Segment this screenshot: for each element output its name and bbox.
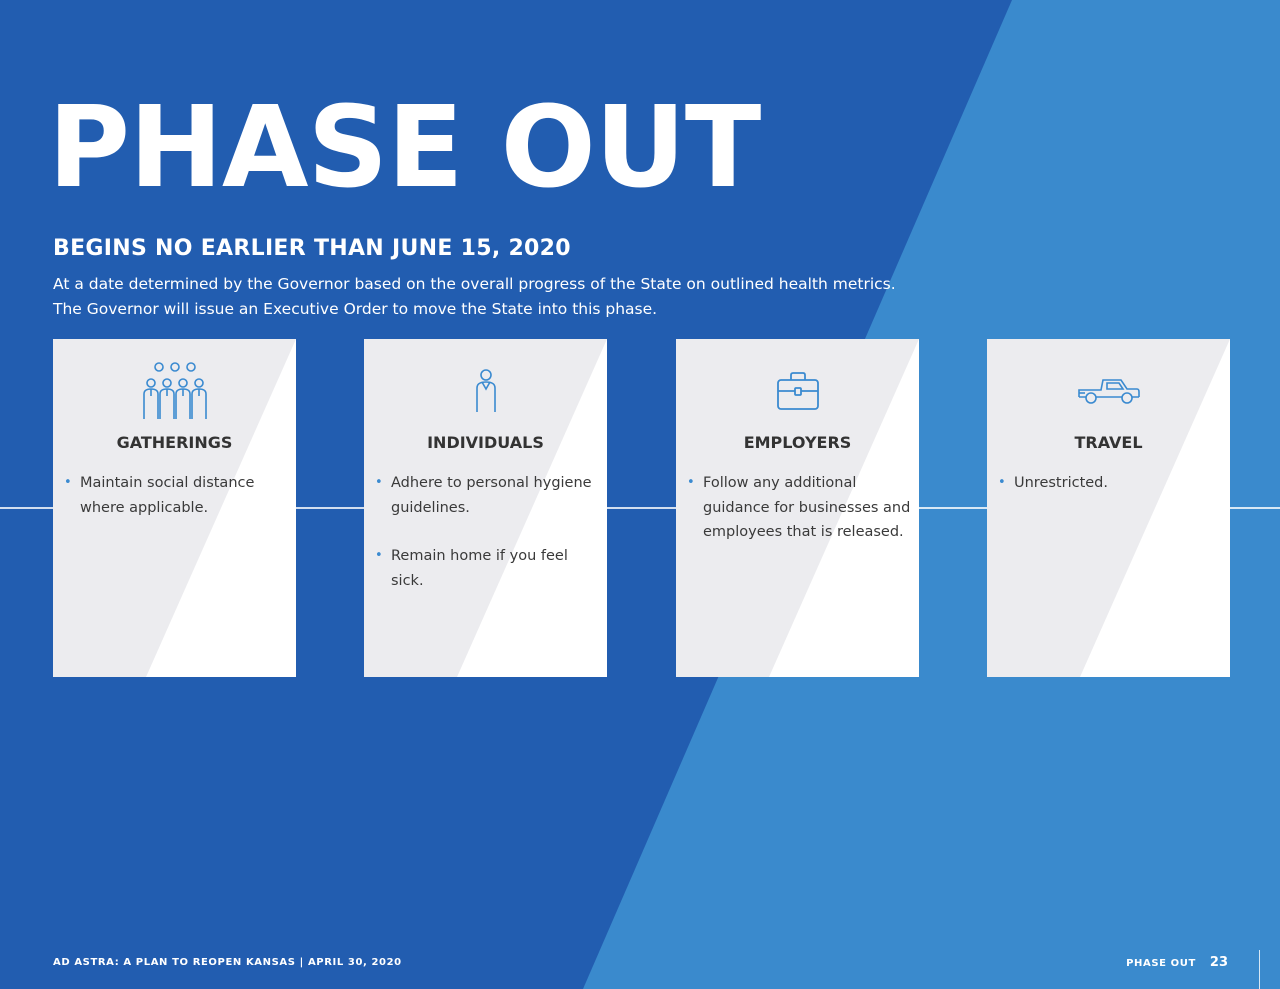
card-title: GATHERINGS: [116, 433, 233, 452]
phase-description: [53, 272, 896, 321]
phase-start-date: BEGINS NO EARLIER THAN JUNE 15, 2020: [53, 236, 571, 261]
list-item: • Adhere to personal hygiene guidelines.: [375, 475, 592, 516]
document-footer: AD ASTRA: A PLAN TO REOPEN KANSAS | APRIL 30, 2020: [53, 957, 402, 968]
person-icon: [364, 353, 607, 429]
card-travel: [987, 339, 1230, 677]
page-edge-divider: [1259, 950, 1260, 989]
section-label: PHASE OUT: [1126, 958, 1196, 969]
card-gatherings: [53, 339, 296, 677]
bullet-list: [686, 471, 911, 569]
page-number: 23: [1209, 955, 1228, 970]
card-title: INDIVIDUALS: [427, 433, 544, 452]
card-title: EMPLOYERS: [743, 433, 852, 452]
page-title: PHASE OUT: [48, 83, 761, 213]
card-individuals: [364, 339, 607, 677]
group-of-people-icon: [53, 353, 296, 429]
list-item: • Follow any additional guidance for businesses and employees that is released.: [687, 475, 911, 540]
description-line: At a date determined by the Governor based on the overall progress of the State on outlined health metrics.: [53, 275, 896, 293]
bullet-list: [374, 471, 599, 617]
card-employers: [676, 339, 919, 677]
page-footer-right: [1126, 955, 1228, 970]
briefcase-icon: [676, 353, 919, 429]
list-item: • Remain home if you feel sick.: [375, 548, 568, 589]
description-line: The Governor will issue an Executive Order to move the State into this phase.: [53, 299, 658, 318]
pickup-truck-icon: [987, 353, 1230, 429]
list-item: • Unrestricted.: [998, 475, 1108, 491]
bullet-list: [997, 471, 1222, 520]
bullet-list: [63, 471, 288, 544]
list-item: • Maintain social distance where applicable.: [64, 475, 255, 516]
card-title: TRAVEL: [1074, 433, 1143, 452]
